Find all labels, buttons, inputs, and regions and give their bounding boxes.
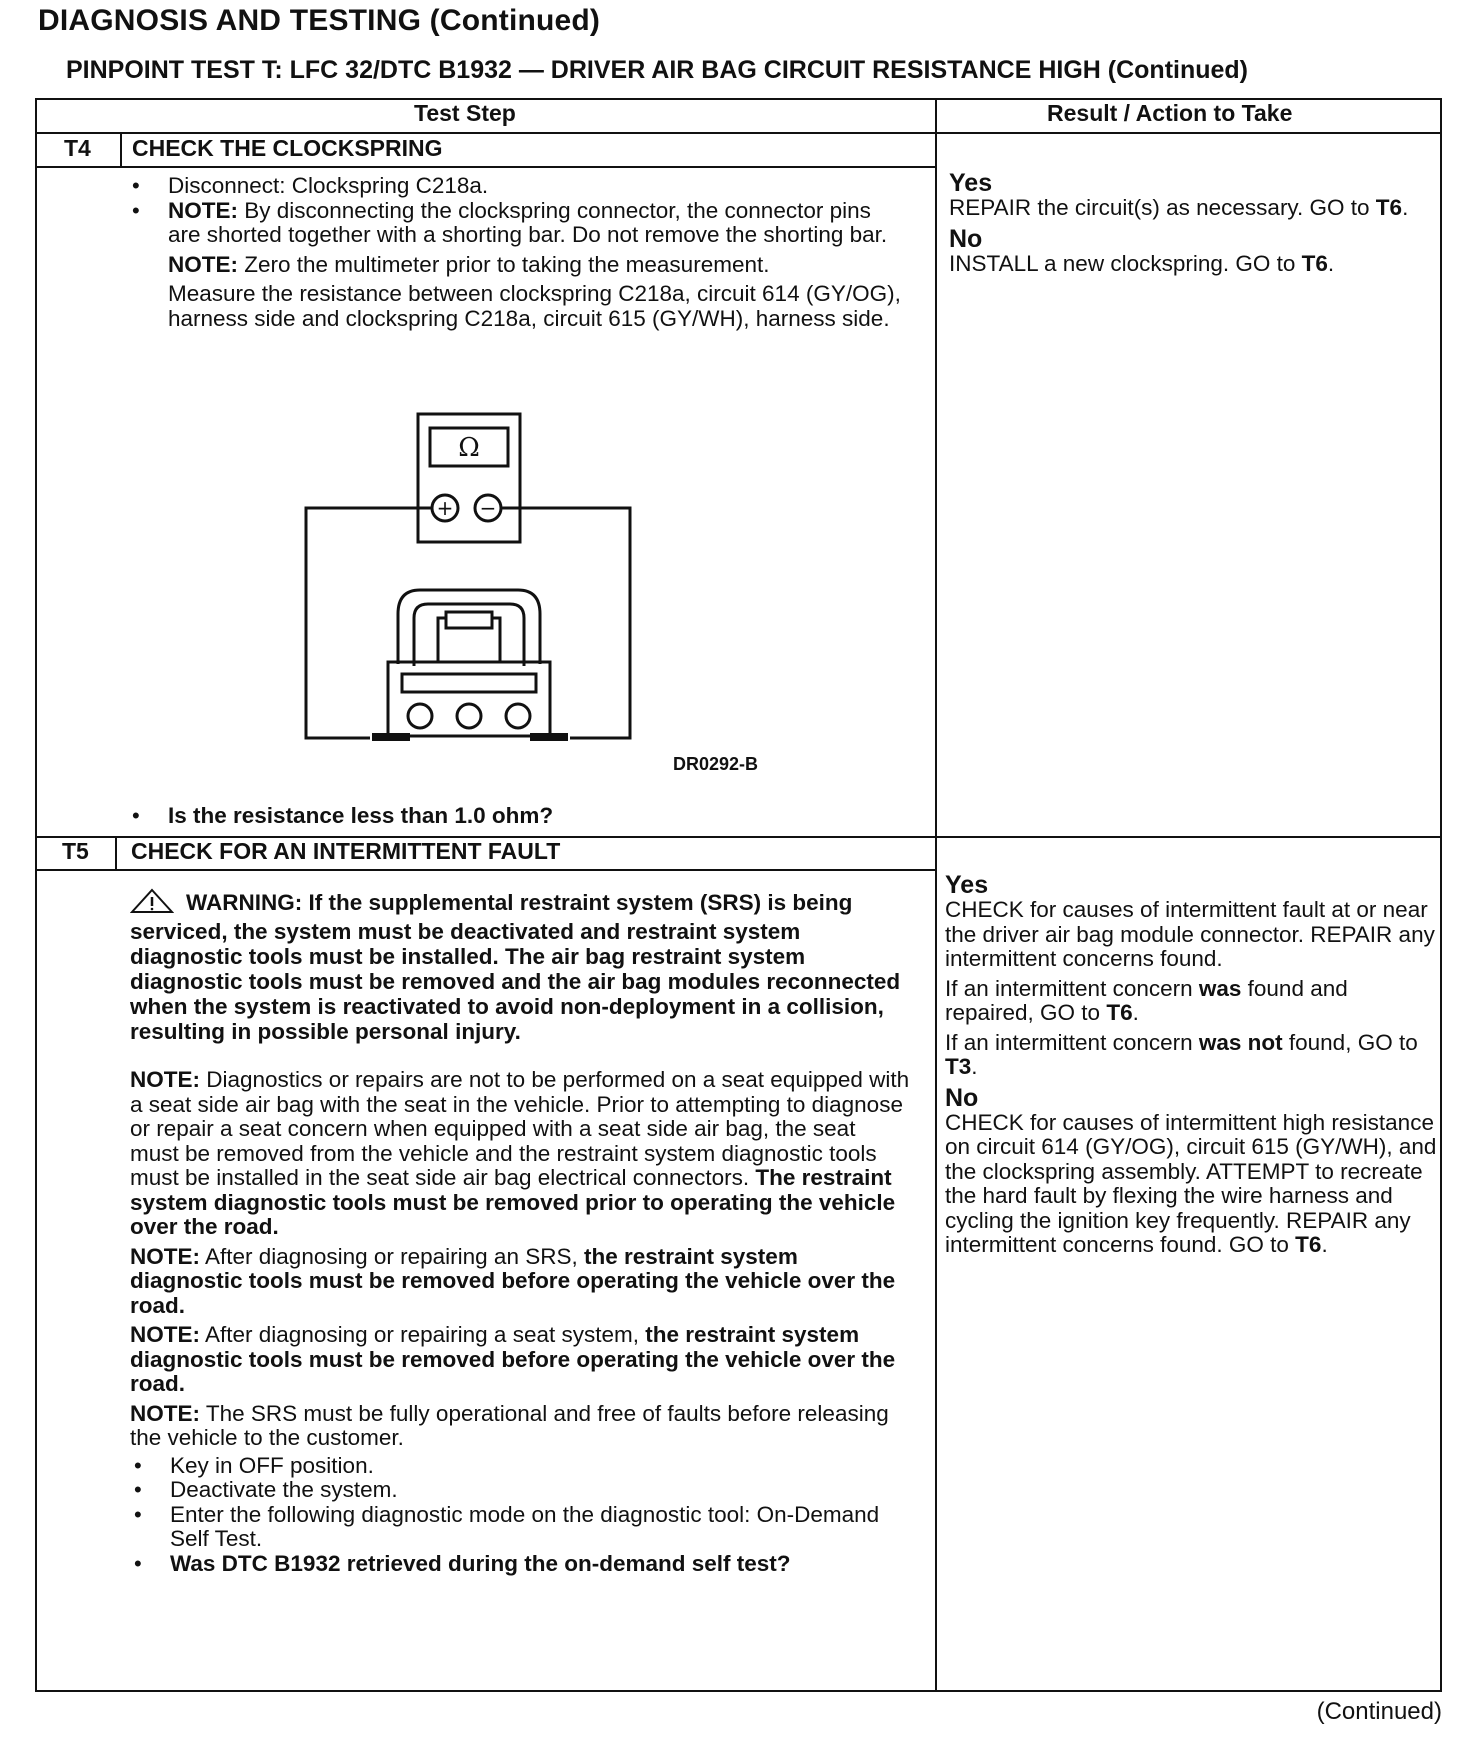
t5-instructions	[130, 888, 910, 1576]
t4-title-divider	[35, 166, 936, 168]
connector-pin-2	[457, 704, 481, 728]
list-item: • Enter the following diagnostic mode on the diagnostic tool: On-Demand Self Test.	[130, 1503, 910, 1552]
t4-result	[949, 170, 1437, 276]
t5-warning: WARNING: If the supplemental restraint system (SRS) is being serviced, the system must be deactivated and restraint system diagnostic tools must be installed. The air bag restraint system diagnostic tools must be removed and the air bag modules reconnected when the system is reactivated to avoid non-deployment in a collision, resulting in possible personal injury.	[130, 890, 901, 1044]
connector-slot	[402, 674, 536, 692]
connector-latch-top	[446, 612, 492, 628]
t5-note-seat: NOTE: Diagnostics or repairs are not to be performed on a seat equipped with a seat side air bag with the seat in the vehicle. Prior to attempting to diagnose or repair a seat concern when equipped with a seat side air bag, the seat must be removed from the vehicle and the restraint system diagnostic tools must be installed in the seat side air bag electrical connectors. The restraint system diagnostic tools must be removed prior to operating the vehicle over the road.	[130, 1067, 910, 1239]
t5-yes-not-found: If an intermittent concern was not found, GO to T3.	[945, 1029, 1418, 1079]
t5-note-seat-system: NOTE: After diagnosing or repairing a seat system, the restraint system diagnostic tools must be removed before operating the vehicle over the road.	[130, 1322, 896, 1396]
t4-no-label: No	[949, 224, 983, 253]
t4-instructions	[128, 174, 908, 331]
minus-sign: −	[479, 496, 497, 520]
header-divider	[35, 132, 1442, 134]
t5-yes-found: If an intermittent concern was found and repaired, GO to T6.	[945, 975, 1348, 1025]
t5-yes-label: Yes	[945, 871, 989, 899]
connector-pin-3	[506, 704, 530, 728]
page-title: DIAGNOSIS AND TESTING (Continued)	[38, 4, 601, 37]
t4-measure-text: Measure the resistance between clockspring C218a, circuit 614 (GY/OG), harness side and clockspring C218a, circuit 615 (GY/WH), harness side.	[168, 281, 901, 331]
plus-sign: +	[436, 496, 454, 520]
t5-id-divider	[115, 836, 117, 870]
ohm-symbol: Ω	[458, 433, 480, 463]
t4-note-zero: NOTE: Zero the multimeter prior to taking the measurement.	[168, 251, 770, 277]
t5-result	[945, 872, 1439, 1258]
t4-question: • Is the resistance less than 1.0 ohm?	[128, 804, 908, 829]
header-test-step: Test Step	[414, 100, 516, 126]
t5-title-divider	[35, 869, 936, 871]
t5-bullet-list	[130, 1454, 910, 1577]
continued-footer: (Continued)	[1316, 1698, 1442, 1725]
t5-question: • Was DTC B1932 retrieved during the on-demand self test?	[130, 1552, 910, 1577]
t5-step-title: CHECK FOR AN INTERMITTENT FAULT	[131, 838, 561, 864]
header-result-action: Result / Action to Take	[1047, 100, 1293, 126]
probe-negative	[530, 733, 568, 741]
t4-step-id: T4	[64, 135, 91, 161]
pinpoint-test-title: PINPOINT TEST T: LFC 32/DTC B1932 — DRIVER AIR BAG CIRCUIT RESISTANCE HIGH (Continued)	[66, 56, 1249, 84]
t4-no-text: INSTALL a new clockspring. GO to T6.	[949, 250, 1335, 276]
t4-id-divider	[120, 132, 122, 167]
t4-step-title: CHECK THE CLOCKSPRING	[132, 135, 443, 161]
t5-step-id: T5	[62, 838, 89, 864]
connector-pin-1	[408, 704, 432, 728]
list-item: • Key in OFF position.	[130, 1454, 910, 1479]
warning-triangle-icon	[130, 888, 174, 919]
t5-no-label: No	[945, 1083, 979, 1112]
t4-yes-text: REPAIR the circuit(s) as necessary. GO to T6.	[949, 195, 1409, 220]
t5-left-border	[35, 869, 37, 1692]
figure-id-label: DR0292-B	[673, 754, 759, 774]
probe-positive	[372, 733, 410, 741]
t4-bullet-note: • NOTE: By disconnecting the clockspring connector, the connector pins are shorted together with a shorting bar. Do not remove the shorting bar.	[128, 199, 908, 248]
list-item: • Deactivate the system.	[130, 1478, 910, 1503]
t5-yes-text: CHECK for causes of intermittent fault at or near the driver air bag module connector. REPAIR any intermittent concerns found.	[945, 897, 1435, 971]
clockspring-measurement-figure	[290, 404, 810, 784]
column-divider	[935, 98, 937, 1692]
t4-yes-label: Yes	[949, 169, 993, 197]
t5-note-srs: NOTE: After diagnosing or repairing an SRS, the restraint system diagnostic tools must be removed before operating the vehicle over the road.	[130, 1243, 896, 1318]
t5-note-operational: NOTE: The SRS must be fully operational and free of faults before releasing the vehicle to the customer.	[130, 1400, 889, 1450]
t5-no-text: CHECK for causes of intermittent high resistance on circuit 614 (GY/OG), circuit 615 (GY/WH), and the clockspring assembly. ATTEMPT to recreate the hard fault by flexing the wire harness and cycling the ignition key frequently. REPAIR any intermittent concerns found. GO to T6.	[945, 1109, 1437, 1257]
t4-bullet-disconnect: • Disconnect: Clockspring C218a.	[128, 174, 908, 199]
